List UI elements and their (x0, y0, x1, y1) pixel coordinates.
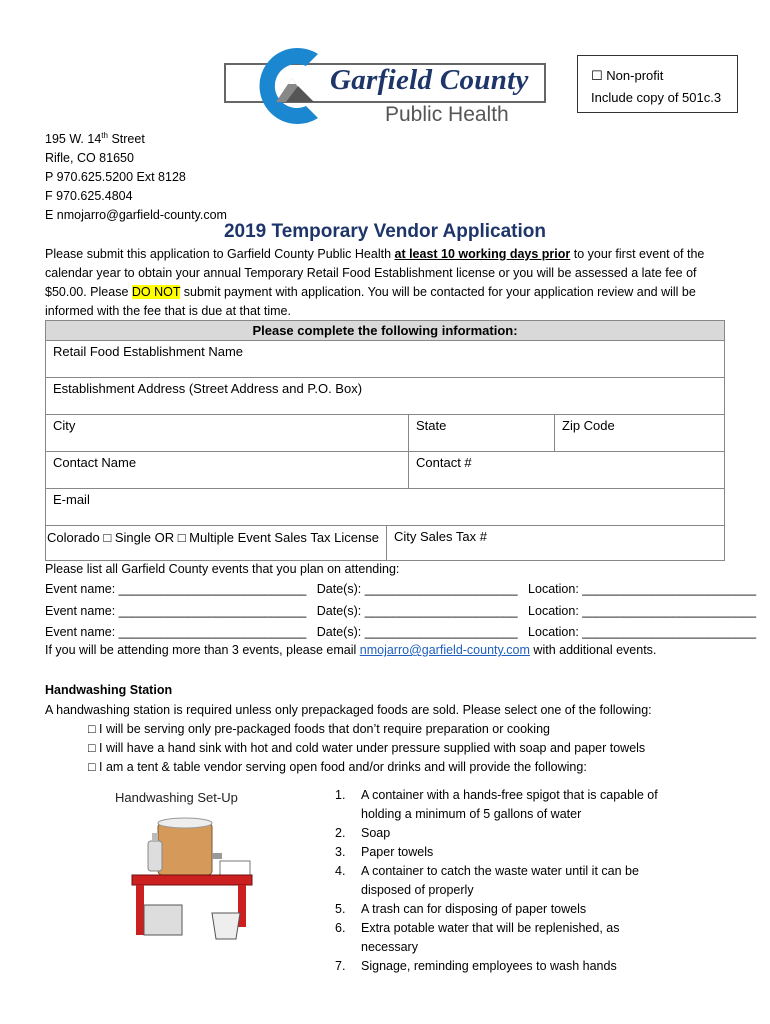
list-item: 1. A container with a hands-free spigot that is capable of holding a minimum of 5 gallons of water (335, 788, 658, 821)
list-item: 2. Soap (335, 826, 391, 840)
handwashing-title: Handwashing Station (45, 683, 173, 697)
events-section (45, 561, 756, 659)
nonprofit-checkbox[interactable]: ☐ (591, 68, 603, 83)
events-intro: Please list all Garfield County events that you plan on attending: (45, 562, 400, 576)
contact-fax: F 970.625.4804 (45, 189, 133, 204)
list-item: 4. A container to catch the waste water until it can be disposed of properly (335, 864, 639, 897)
form-row-address (46, 378, 724, 415)
event-line-2[interactable]: Event name: ___________________________ Date(s): ______________________ Location: _________________________ (45, 604, 757, 618)
option-tent-vendor[interactable]: □ I am a tent & table vendor serving open food and/or drinks and will provide the following: (88, 760, 587, 774)
form-row-name (46, 341, 724, 378)
info-form (45, 320, 725, 561)
event-line-3[interactable]: Event name: ___________________________ Date(s): ______________________ Location: _________________________ (45, 625, 757, 639)
list-item: 5. A trash can for disposing of paper towels (335, 902, 587, 916)
form-row-tax (46, 526, 724, 560)
state-field[interactable]: State (408, 415, 554, 451)
email-field[interactable]: E-mail (53, 492, 90, 507)
events-more: If you will be attending more than 3 events, please email nmojarro@garfield-county.com with additional events. (45, 643, 657, 657)
contact-city: Rifle, CO 81650 (45, 151, 134, 166)
setup-label: Handwashing Set-Up (115, 790, 238, 805)
handwashing-text: A handwashing station is required unless only prepackaged foods are sold. Please select one of the following: (45, 703, 652, 717)
city-tax-field[interactable]: City Sales Tax # (386, 526, 724, 560)
address-field[interactable]: Establishment Address (Street Address and P.O. Box) (53, 381, 363, 396)
contact-email: E nmojarro@garfield-county.com (45, 208, 227, 223)
list-item: 7. Signage, reminding employees to wash hands (335, 959, 617, 973)
form-row-city (46, 415, 724, 452)
contact-phone: P 970.625.5200 Ext 8128 (45, 170, 186, 185)
nonprofit-box (577, 55, 738, 113)
do-not-highlight: DO NOT (131, 285, 181, 299)
nonprofit-note: Include copy of 501c.3 (591, 90, 722, 105)
nonprofit-label: Non-profit (606, 68, 664, 83)
handwashing-setup-illustration (128, 815, 268, 943)
form-row-contact (46, 452, 724, 489)
requirements-list (335, 786, 675, 976)
intro-paragraph: Please submit this application to Garfield County Public Health at least 10 working days prior to your first event of the calendar year to obtain your annual Temporary Retail Food Establishment license or you will be assessed a late fee of $50.00. Please DO NOT submit payment with application. You will be contacted for your application review and will be informed with the fee that is due at that time. (45, 247, 705, 318)
zip-field[interactable]: Zip Code (554, 415, 724, 451)
logo-org-name: Garfield County (330, 64, 529, 96)
option-hand-sink[interactable]: □ I will have a hand sink with hot and cold water under pressure supplied with soap and paper towels (88, 741, 646, 755)
list-item: 3. Paper towels (335, 845, 434, 859)
city-field[interactable]: City (53, 418, 76, 433)
logo-org-sub: Public Health (385, 103, 509, 126)
contact-block (45, 126, 227, 225)
form-row-email (46, 489, 724, 526)
contact-name-field[interactable]: Contact Name (53, 455, 137, 470)
contact-number-field[interactable]: Contact # (408, 452, 724, 488)
garfield-logo-icon (248, 44, 328, 128)
event-line-1[interactable]: Event name: ___________________________ Date(s): ______________________ Location: _________________________ (45, 582, 757, 596)
list-item: 6. Extra potable water that will be replenished, as necessary (335, 921, 620, 954)
handwashing-options (88, 720, 645, 777)
form-header: Please complete the following information: (46, 321, 724, 341)
contact-street: 195 W. 14th Street (45, 131, 145, 147)
establishment-name-field[interactable]: Retail Food Establishment Name (53, 344, 244, 359)
email-link[interactable]: nmojarro@garfield-county.com (359, 643, 530, 657)
tax-license-field[interactable]: Colorado □ Single OR □ Multiple Event Sales Tax License (47, 530, 379, 545)
option-prepackaged[interactable]: □ I will be serving only pre-packaged foods that don’t require preparation or cooking (88, 722, 550, 736)
page-title: 2019 Temporary Vendor Application (223, 221, 547, 242)
